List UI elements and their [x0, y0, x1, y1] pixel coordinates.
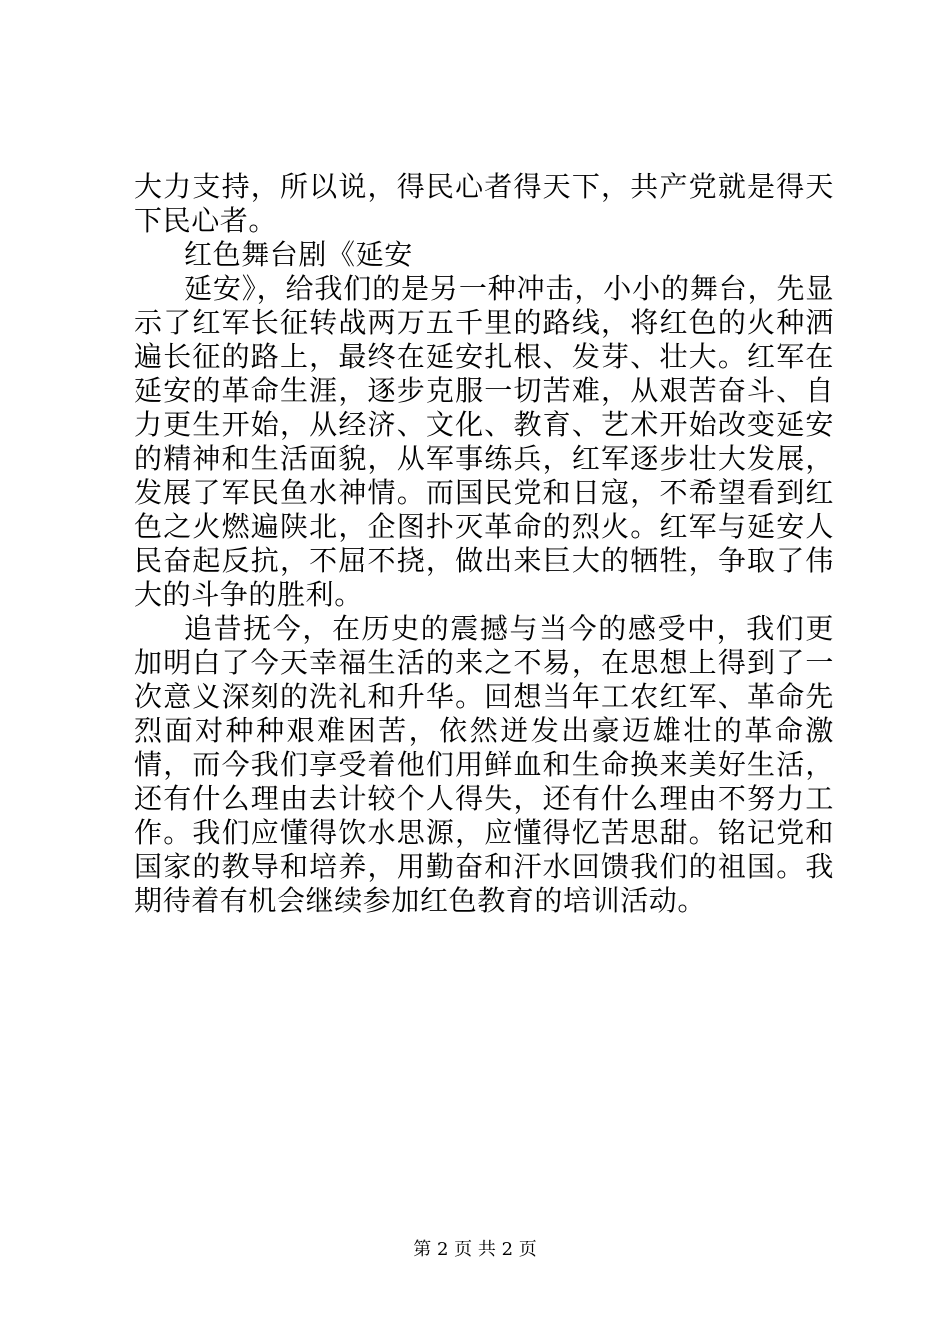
paragraph-3: 延安》，给我们的是另一种冲击，小小的舞台，先显示了红军长征转战两万五千里的路线，将红色的火种洒遍长征的路上，最终在延安扎根、发芽、壮大。红军在延安的革命生涯，逐步克服一切苦难，从艰苦奋斗、自力更生开始，从经济、文化、教育、艺术开始改变延安的精神和生活面貌，从军事练兵，红军逐步壮大发展，发展了军民鱼水神情。而国民党和日寇，不希望看到红色之火燃遍陕北，企图扑灭革命的烈火。红军与延安人民奋起反抗，不屈不挠，做出来巨大的牺牲，争取了伟大的斗争的胜利。 [134, 272, 834, 611]
paragraph-2-heading: 红色舞台剧《延安 [184, 238, 413, 271]
paragraph-1: 大力支持，所以说，得民心者得天下，共产党就是得天下民心者。 [134, 170, 834, 237]
paragraph-4: 追昔抚今，在历史的震撼与当今的感受中，我们更加明白了今天幸福生活的来之不易，在思想上得到了一次意义深刻的洗礼和升华。回想当年工农红军、革命先烈面对种种艰难困苦，依然迸发出豪迈雄壮的革命激情，而今我们享受着他们用鲜血和生命换来美好生活，还有什么理由去计较个人得失，还有什么理由不努力工作。我们应懂得饮水思源，应懂得忆苦思甜。铭记党和国家的教导和培养，用勤奋和汗水回馈我们的祖国。我期待着有机会继续参加红色教育的培训活动。 [134, 612, 834, 917]
page-footer: 第 2 页 共 2 页 [413, 1239, 537, 1260]
document-body [134, 170, 834, 918]
